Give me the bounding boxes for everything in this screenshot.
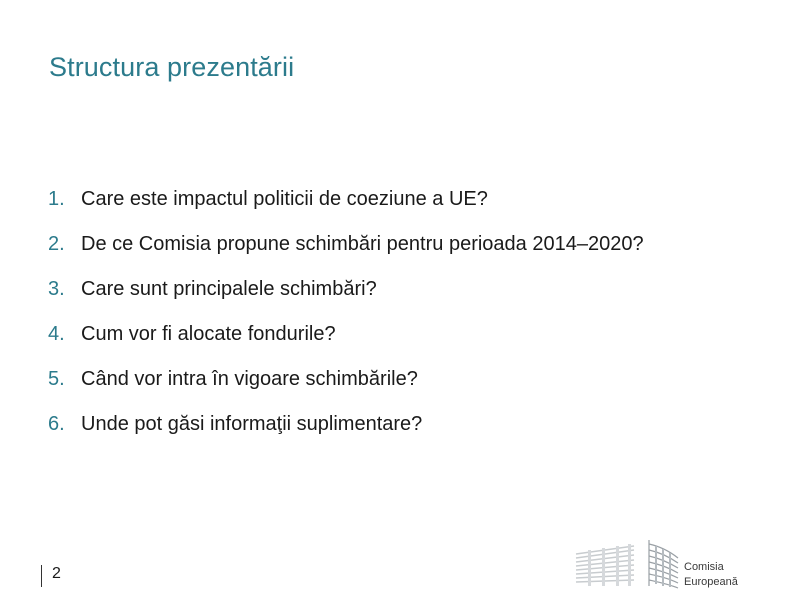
agenda-list <box>48 188 644 458</box>
list-item <box>48 233 644 278</box>
list-item <box>48 413 644 458</box>
list-item <box>48 188 644 233</box>
footer-divider <box>41 565 42 587</box>
list-item-number: 3. <box>48 278 65 300</box>
list-item-text: Unde pot găsi informaţii suplimentare? <box>81 413 423 435</box>
page-number: 2 <box>52 565 61 582</box>
list-item-number: 5. <box>48 368 65 390</box>
list-item-text: Cum vor fi alocate fondurile? <box>81 323 336 345</box>
list-item-number: 6. <box>48 413 65 435</box>
building-graphic <box>574 540 636 588</box>
list-item-text: Care este impactul politicii de coeziune a UE? <box>81 188 488 210</box>
list-item <box>48 278 644 323</box>
slide-title: Structura prezentării <box>49 52 295 82</box>
list-item-number: 1. <box>48 188 65 210</box>
list-item <box>48 323 644 368</box>
logo-text <box>684 560 738 590</box>
list-item <box>48 368 644 413</box>
list-item-text: Care sunt principalele schimbări? <box>81 278 377 300</box>
list-item-text: De ce Comisia propune schimbări pentru perioada 2014–2020? <box>81 233 644 255</box>
list-item-text: Când vor intra în vigoare schimbările? <box>81 368 418 390</box>
logo-text-line1: Comisia <box>684 561 724 573</box>
list-item-number: 4. <box>48 323 65 345</box>
logo-text-line2: Europeană <box>684 576 738 588</box>
european-commission-logo-icon <box>646 538 680 590</box>
list-item-number: 2. <box>48 233 65 255</box>
